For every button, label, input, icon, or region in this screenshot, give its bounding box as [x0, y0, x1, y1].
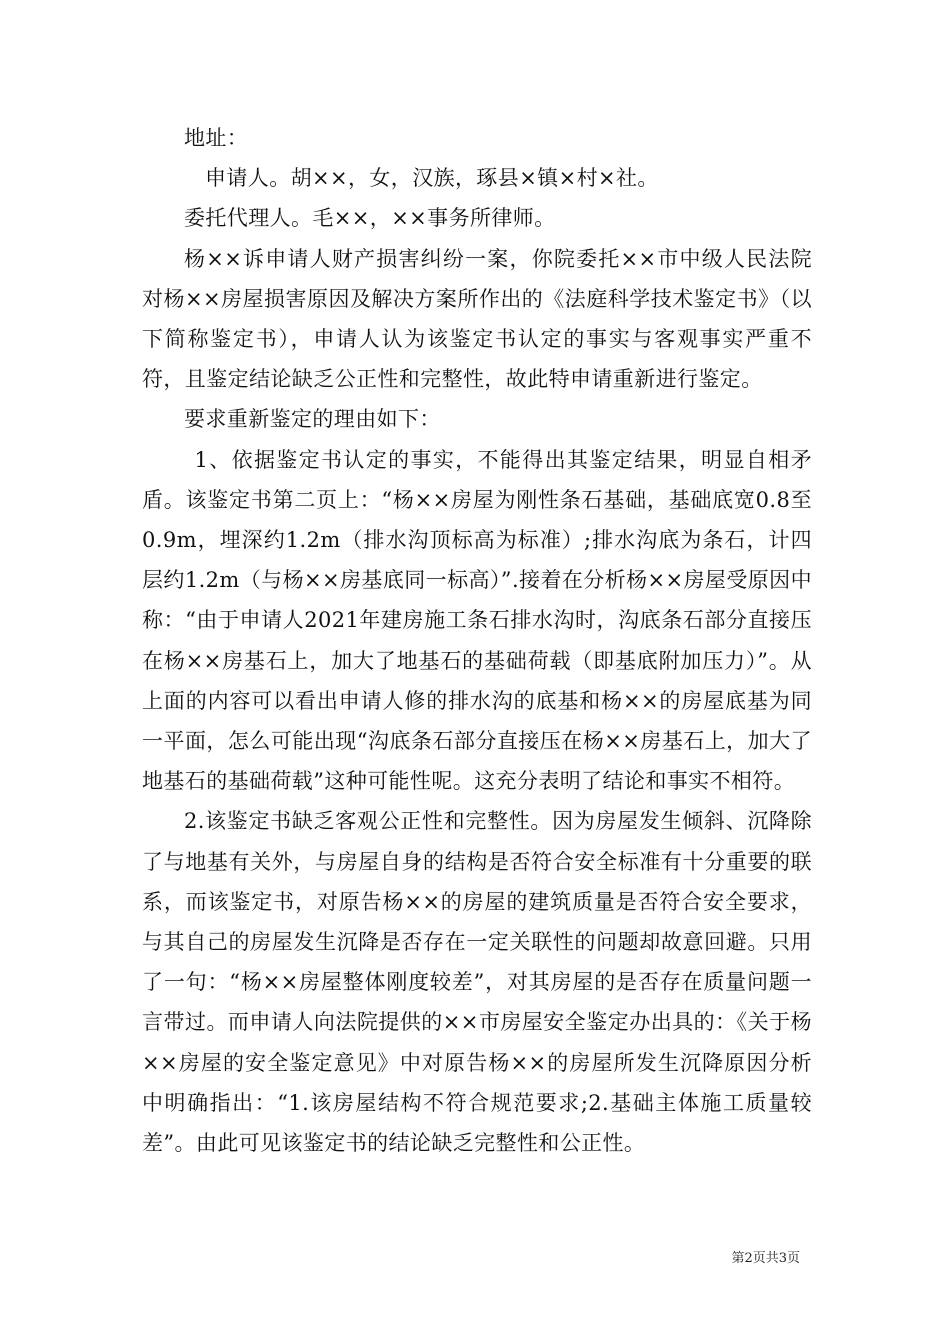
paragraph-reason-2: 2.该鉴定书缺乏客观公正性和完整性。因为房屋发生倾斜、沉降除了与地基有关外，与房屋自身的结构是否符合安全标准有十分重要的联系，而该鉴定书，对原告杨××的房屋的建筑质量是否符合安全要求，与其自己的房屋发生沉降是否存在一定关联性的问题却故意回避。只用了一句：“杨××房屋整体刚度较差”，对其房屋的是否存在质量问题一言带过。而申请人向法院提供的××市房屋安全鉴定办出具的：《关于杨××房屋的安全鉴定意见》中对原告杨××的房屋所发生沉降原因分析中明确指出：“1.该房屋结构不符合规范要求;2.基础主体施工质量较差”。由此可见该鉴定书的结论缺乏完整性和公正性。: [142, 809, 812, 1156]
paragraph-reasons-heading: 要求重新鉴定的理由如下：: [184, 407, 441, 432]
paragraph-agent: 委托代理人。毛××，××事务所律师。: [184, 206, 556, 231]
paragraph-address: 地址：: [184, 126, 249, 150]
paragraph-applicant: 申请人。胡××，女，汉族，琢县×镇×村×社。: [205, 166, 659, 191]
document-body: [142, 118, 812, 1163]
paragraph-case-intro: 杨××诉申请人财产损害纠纷一案，你院委托××市中级人民法院对杨××房屋损害原因及解决方案所作出的《法庭科学技术鉴定书》（以下简称鉴定书），申请人认为该鉴定书认定的事实与客观事实严重不符，且鉴定结论缺乏公正性和完整性，故此特申请重新进行鉴定。: [142, 246, 812, 392]
paragraph-reason-1: 1、依据鉴定书认定的事实，不能得出其鉴定结果，明显自相矛盾。该鉴定书第二页上：“杨××房屋为刚性条石基础，基础底宽0.8至0.9m，埋深约1.2m（排水沟顶标高为标准）;排水沟底为条石，计四层约1.2m（与杨××房基底同一标高）”.接着在分析杨××房屋受原因中称：“由于申请人2021年建房施工条石排水沟时，沟底条石部分直接压在杨××房基石上，加大了地基石的基础荷载（即基底附加压力）”。从上面的内容可以看出申请人修的排水沟的底基和杨××的房屋底基为同一平面，怎么可能出现“沟底条石部分直接压在杨××房基石上，加大了地基石的基础荷载”这种可能性呢。这充分表明了结论和事实不相符。: [142, 447, 812, 794]
page-number: 第2页共3页: [731, 1251, 800, 1266]
